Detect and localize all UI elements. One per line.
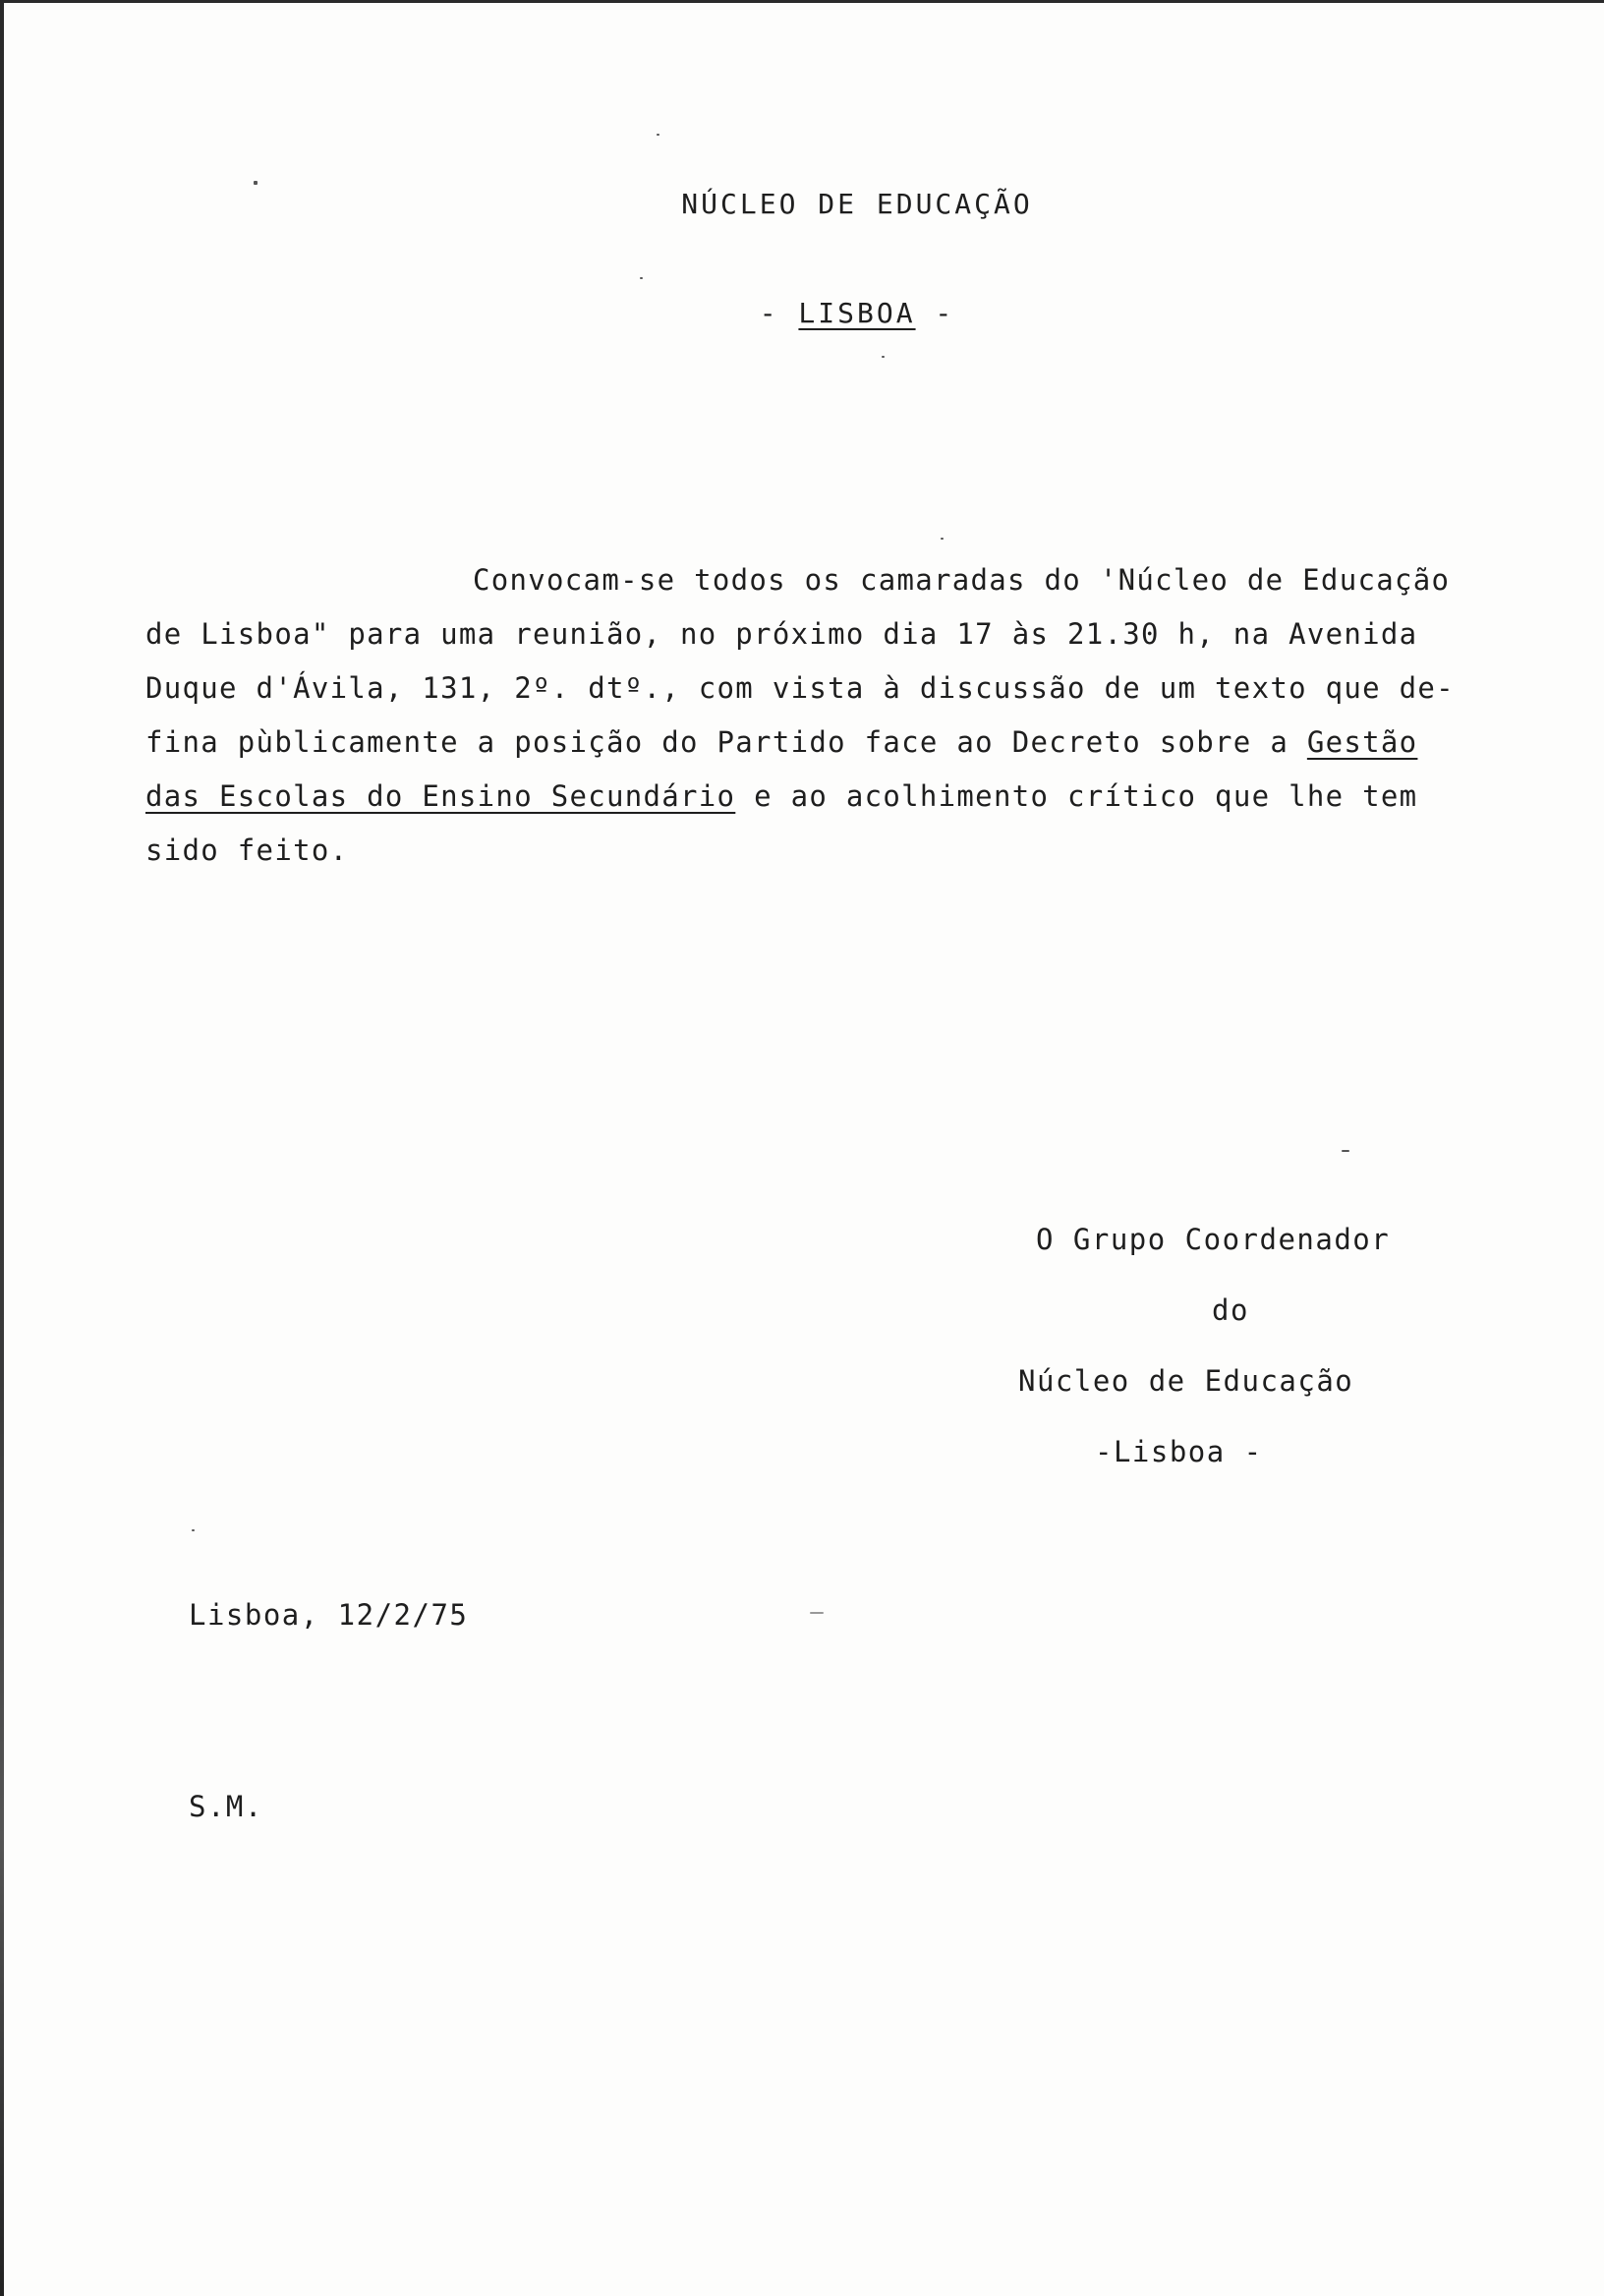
body-line-4-text: fina pùblicamente a posição do Partido face ao Decreto sobre a [145, 725, 1307, 759]
scan-speck [1342, 1150, 1349, 1152]
subtitle-location: LISBOA [798, 297, 916, 329]
scan-edge-top [0, 0, 1604, 3]
document-date: Lisboa, 12/2/75 [189, 1598, 469, 1632]
scan-speck [254, 181, 258, 185]
subtitle-prefix: - [759, 297, 799, 329]
scan-speck [640, 277, 643, 279]
scan-speck [192, 1529, 195, 1531]
scan-speck [941, 538, 944, 540]
scan-speck [882, 356, 885, 358]
scan-speck [810, 1612, 824, 1614]
document-title: NÚCLEO DE EDUCAÇÃO [681, 188, 1033, 220]
body-line-1: Convocam-se todos os camaradas do 'Núcleo de Educação [473, 563, 1451, 597]
signature-line-1: O Grupo Coordenador [1036, 1223, 1391, 1256]
scan-edge-left [0, 0, 4, 2296]
decree-title-part-2: das Escolas do Ensino Secundário [145, 779, 736, 813]
decree-title-part-1: Gestão [1306, 725, 1418, 759]
body-line-3: Duque d'Ávila, 131, 2º. dtº., com vista à discussão de um texto que de- [145, 671, 1455, 705]
document-subtitle [760, 297, 955, 330]
author-initials: S.M. [189, 1790, 263, 1823]
body-line-4 [145, 725, 1498, 759]
body-line-5-text: e ao acolhimento crítico que lhe tem [735, 779, 1418, 813]
scan-speck [657, 134, 659, 136]
body-line-2: de Lisboa" para uma reunião, no próximo dia 17 às 21.30 h, na Avenida [145, 617, 1418, 651]
signature-line-2: do [1212, 1293, 1249, 1327]
subtitle-suffix: - [915, 297, 955, 329]
signature-line-4: -Lisboa - [1095, 1435, 1263, 1468]
body-line-5 [145, 779, 1498, 813]
body-line-6: sido feito. [145, 833, 349, 867]
signature-line-3: Núcleo de Educação [1018, 1364, 1354, 1398]
